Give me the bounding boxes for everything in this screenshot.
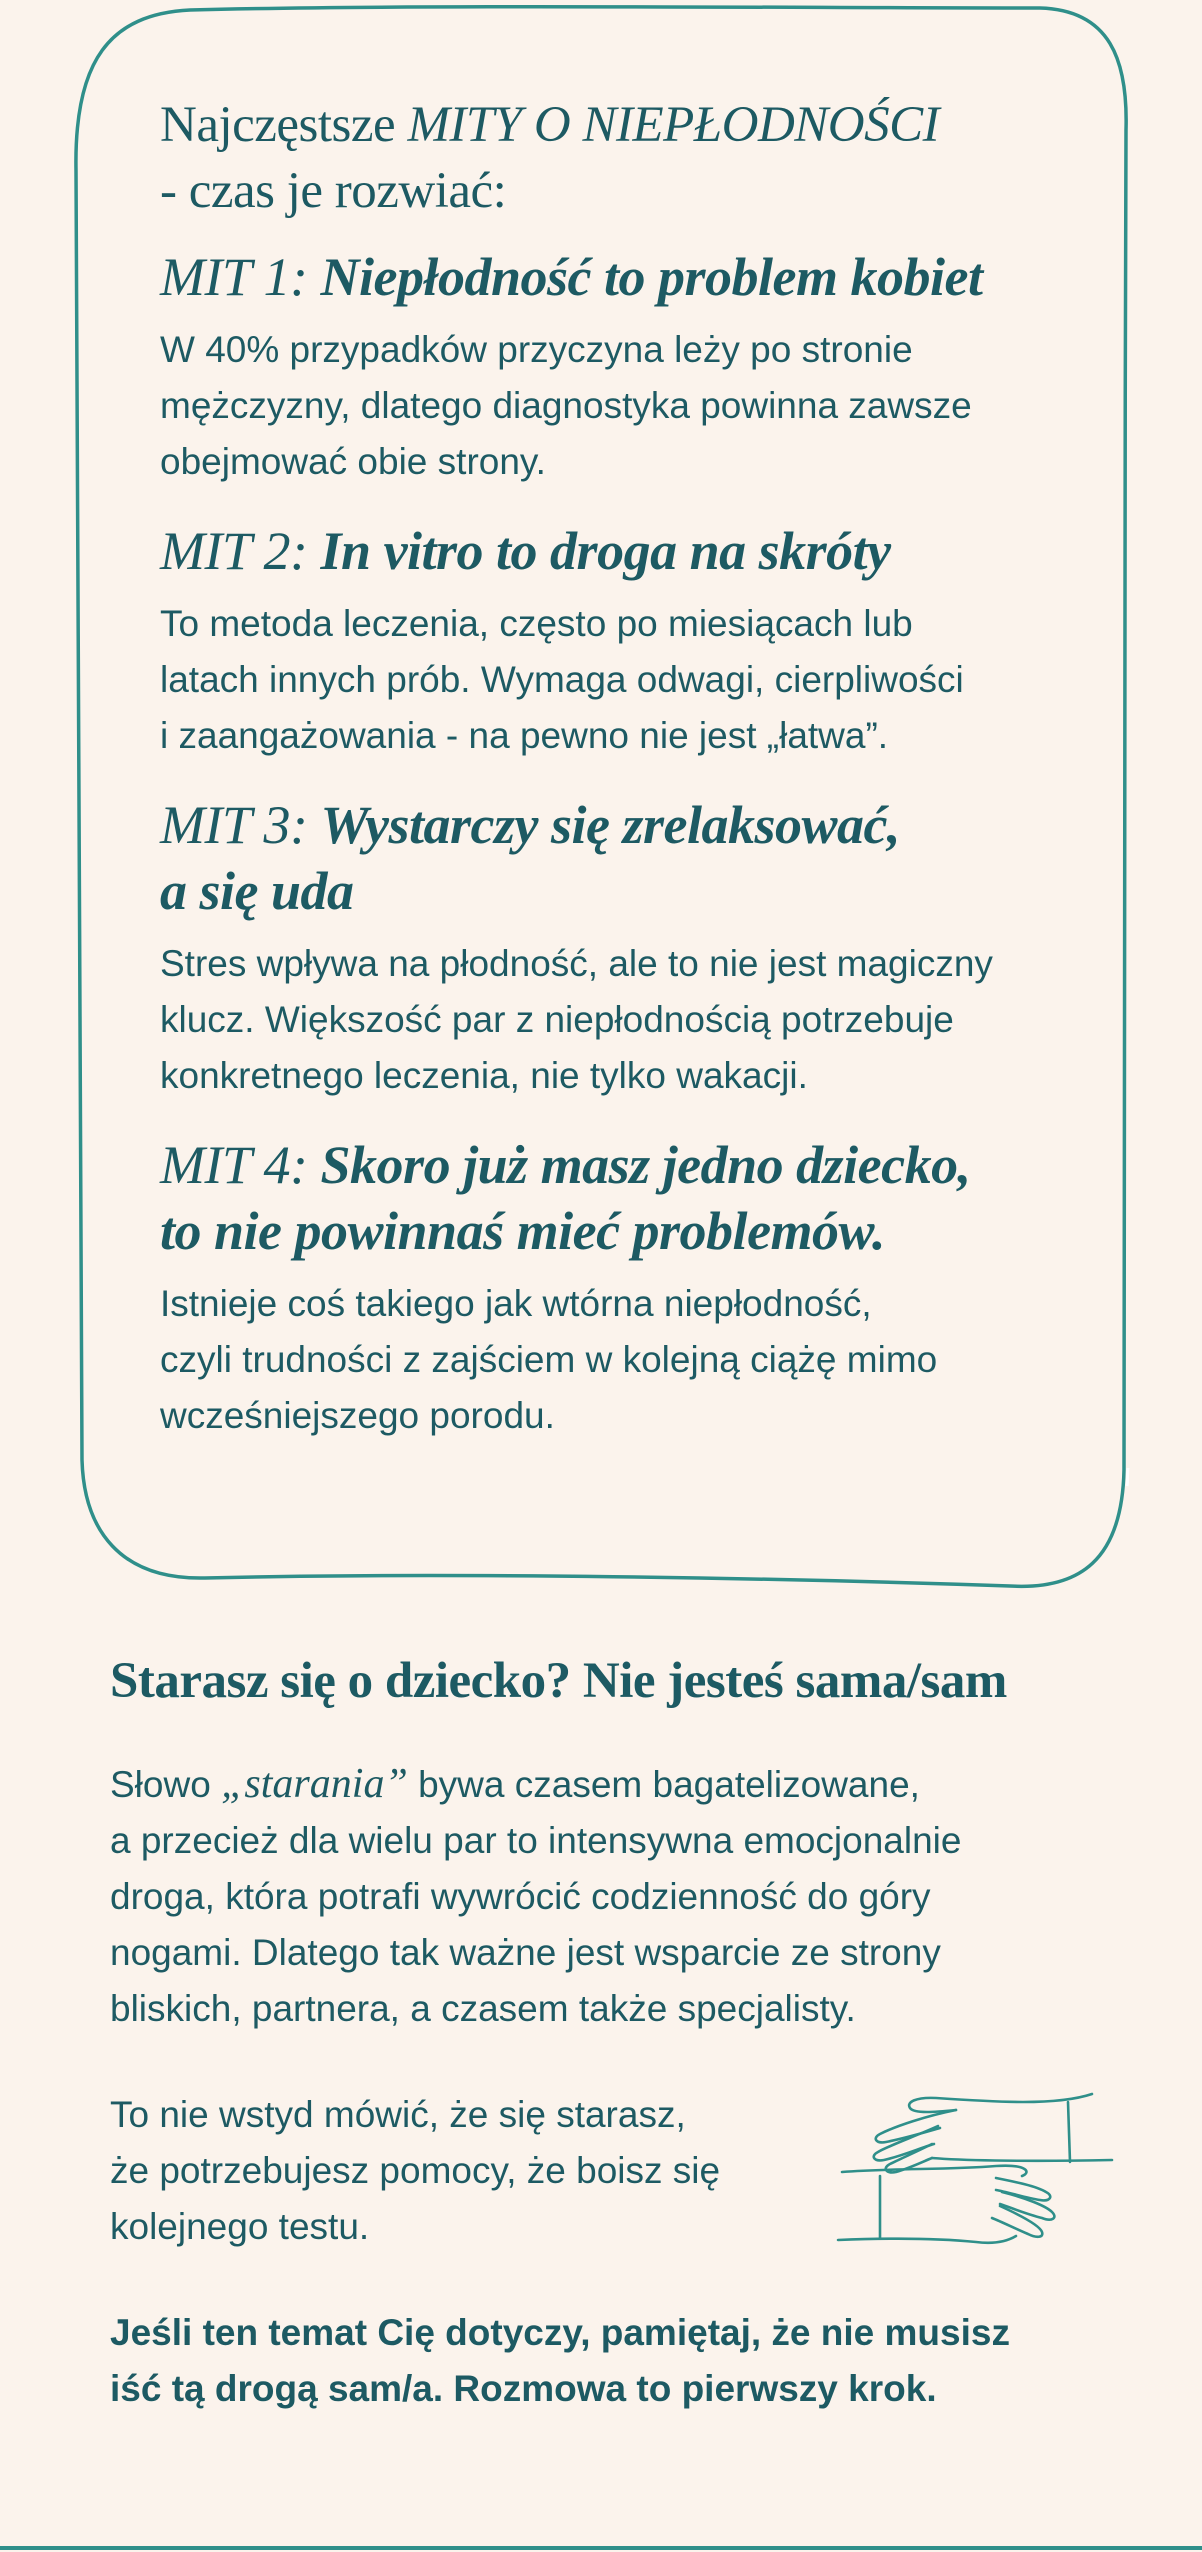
myth-body: W 40% przypadków przyczyna leży po stronie mężczyzny, dlatego diagnostyka powinna zawsze obejmować obie strony. — [160, 329, 972, 482]
myth-2 — [160, 518, 1100, 764]
support-section — [110, 1648, 1090, 2417]
myth-body: Istnieje coś takiego jak wtórna niepłodność, czyli trudności z zajściem w kolejną ciążę mimo wcześniejszego porodu. — [160, 1283, 938, 1436]
myth-title: MIT 2: In vitro to droga na skróty — [160, 521, 891, 581]
myth-1 — [160, 244, 1100, 490]
intro-line-1: Najczęstsze MITY O NIEPŁODNOŚCI — [160, 97, 940, 153]
closing-statement: Jeśli ten temat Cię dotyczy, pamiętaj, że nie musisz iść tą drogą sam/a. Rozmowa to pierwszy krok. — [110, 2312, 1010, 2409]
support-heading: Starasz się o dziecko? Nie jesteś sama/sam — [110, 1653, 1007, 1709]
holding-hands-icon — [836, 2086, 1116, 2266]
intro-line-2: - czas je rozwiać: — [160, 163, 507, 219]
starania-emphasis: „starania” — [221, 1761, 408, 1807]
myth-3 — [160, 792, 1100, 1104]
support-paragraph-2: To nie wstyd mówić, że się starasz, że potrzebujesz pomocy, że boisz się kolejnego testu. — [110, 2094, 721, 2247]
myths-content — [160, 92, 1100, 1472]
intro-emphasis: MITY O NIEPŁODNOŚCI — [407, 97, 940, 153]
myth-body: Stres wpływa na płodność, ale to nie jest magiczny klucz. Większość par z niepłodnością potrzebuje konkretnego leczenia, nie tylko wakacji. — [160, 943, 993, 1096]
myths-intro — [160, 92, 1100, 224]
myth-title: MIT 1: Niepłodność to problem kobiet — [160, 247, 983, 307]
myth-title: MIT 4: Skoro już masz jedno dziecko, to nie powinnaś mieć problemów. — [160, 1135, 971, 1261]
support-paragraph-1: Słowo „starania” bywa czasem bagatelizowane, a przecież dla wielu par to intensywna emocjonalnie droga, która potrafi wywrócić codzienność do góry nogami. Dlatego tak ważne jest wsparcie ze strony bliskich, partnera, a czasem także specjalisty. — [110, 1761, 962, 2029]
myth-body: To metoda leczenia, często po miesiącach lub latach innych prób. Wymaga odwagi, cierpliwości i zaangażowania - na pewno nie jest „łatwa”. — [160, 603, 964, 756]
myth-4 — [160, 1132, 1100, 1444]
myth-title: MIT 3: Wystarczy się zrelaksować, a się uda — [160, 795, 900, 921]
bottom-divider — [0, 2546, 1202, 2550]
